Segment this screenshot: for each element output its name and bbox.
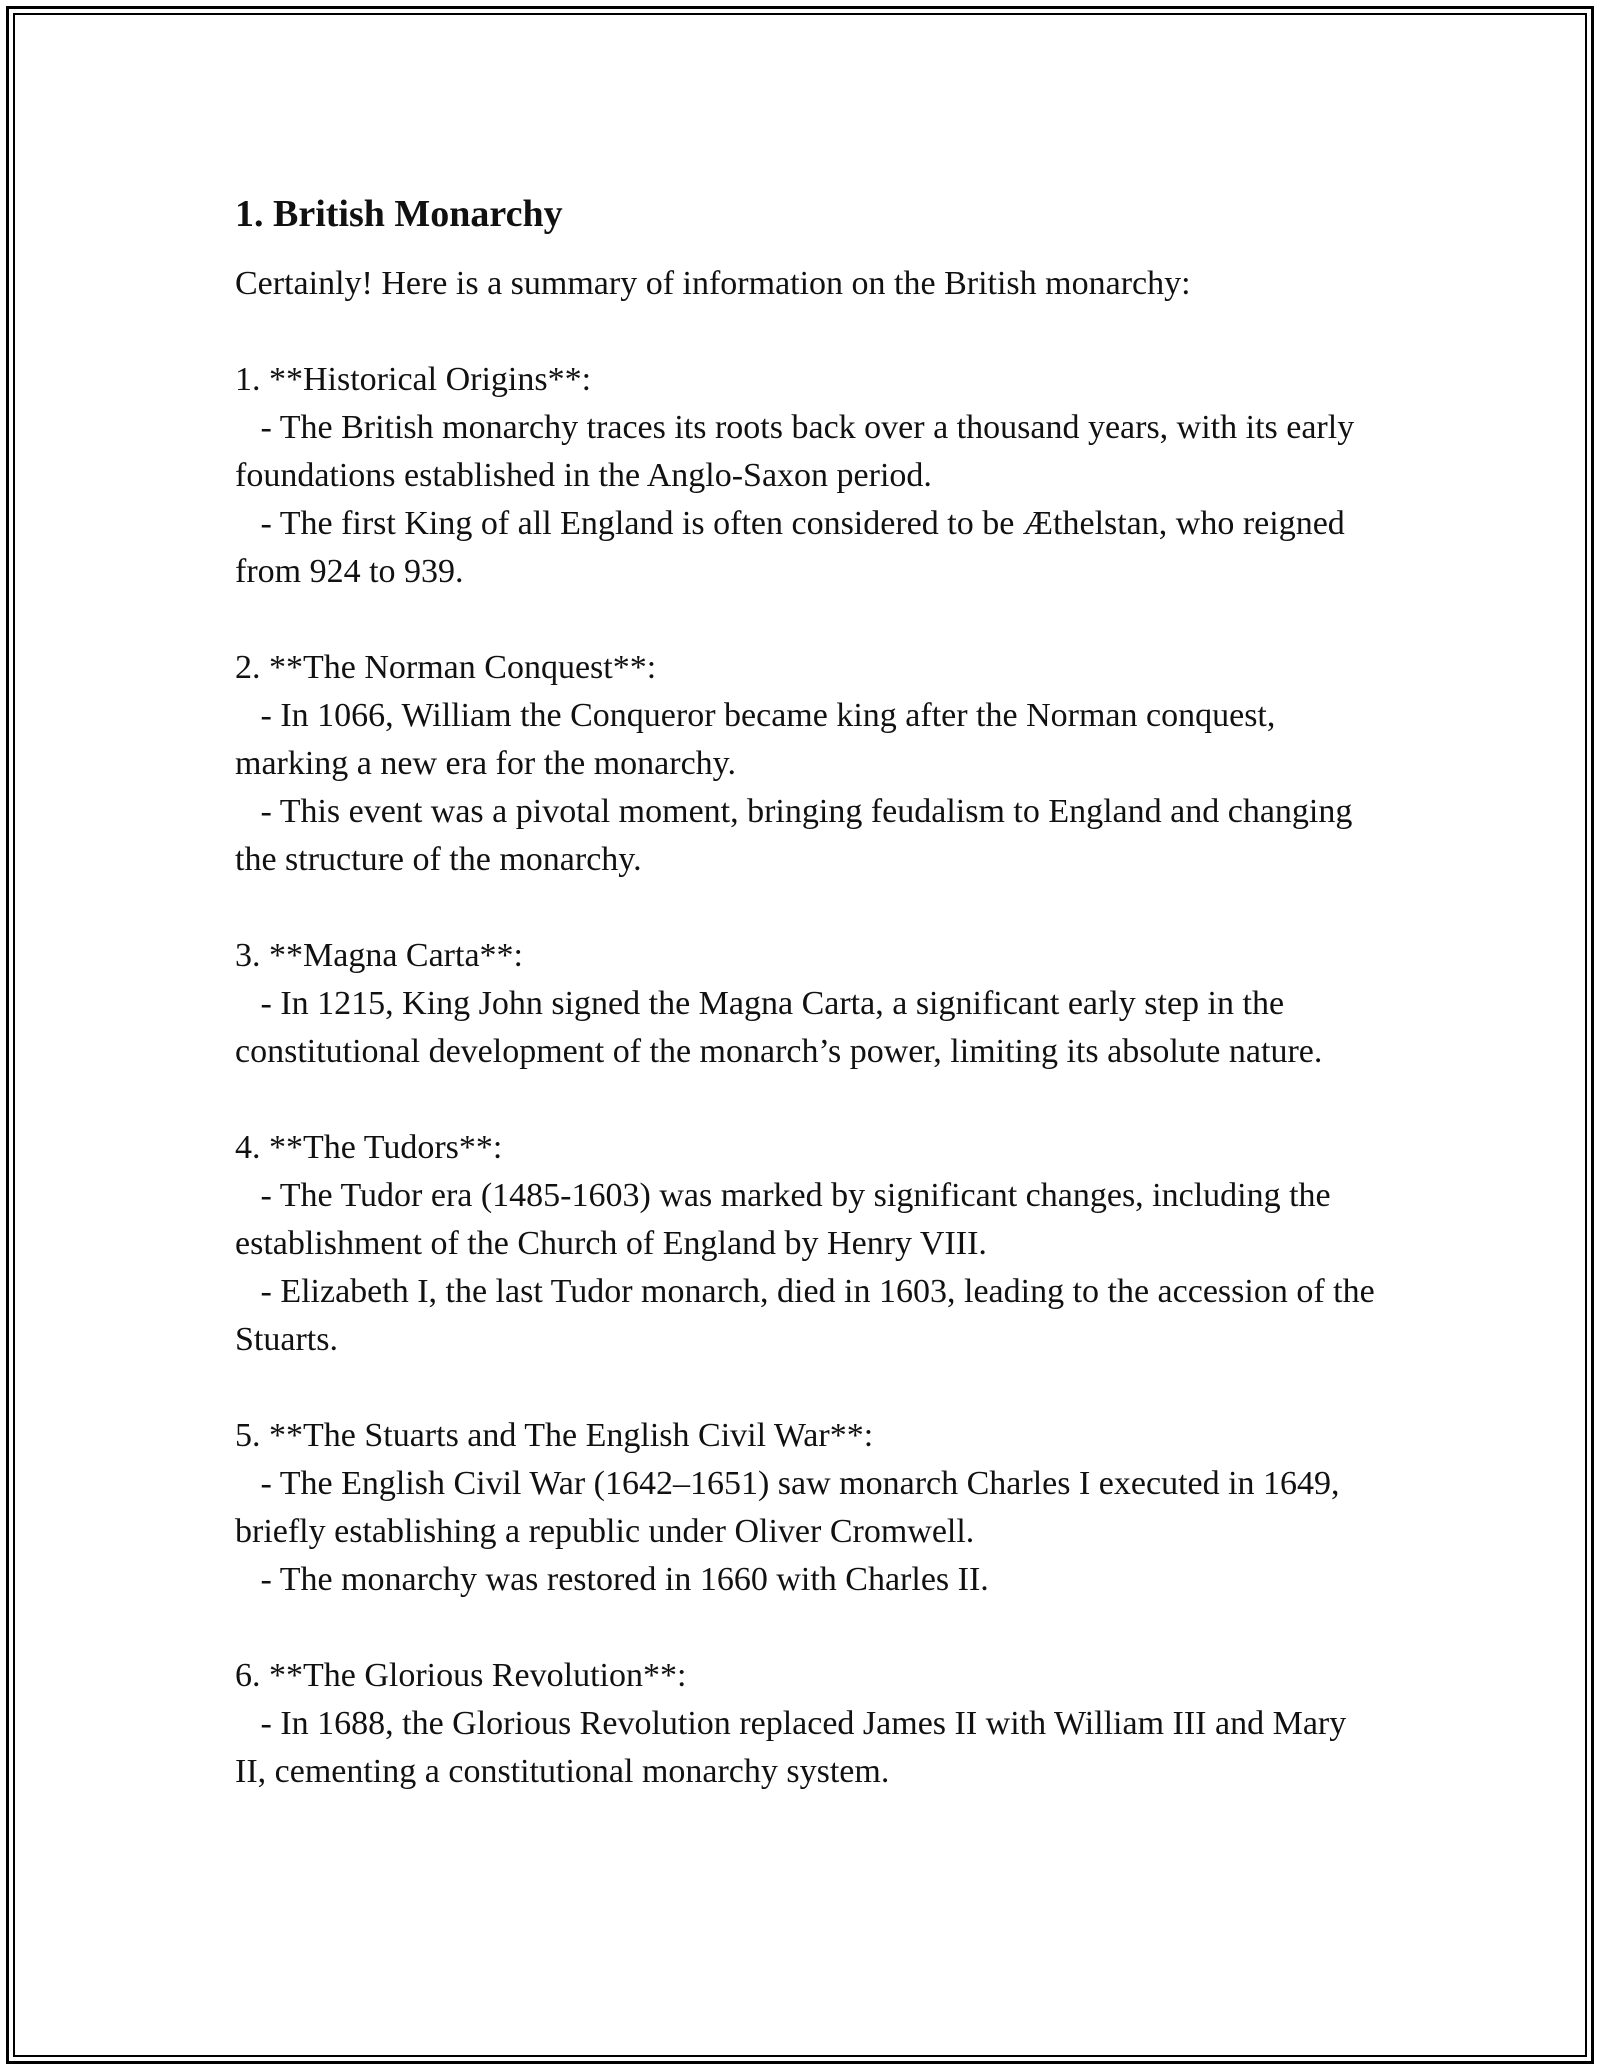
document-title: 1. British Monarchy: [235, 193, 563, 235]
section-heading: 3. **Magna Carta**:: [235, 937, 523, 974]
section-glorious-revolution: [235, 1652, 1375, 1796]
section-heading: 5. **The Stuarts and The English Civil War**:: [235, 1417, 874, 1454]
section-tudors: [235, 1124, 1384, 1364]
bullet-item: - The Tudor era (1485-1603) was marked by significant changes, including the establishment of the Church of England by Henry VIII.: [235, 1177, 1340, 1262]
section-heading: 2. **The Norman Conquest**:: [235, 649, 657, 686]
section-stuarts-civil-war: [235, 1412, 1375, 1604]
document-body: [235, 186, 1384, 1844]
section-historical-origins: [235, 356, 1375, 596]
bullet-item: - In 1066, William the Conqueror became king after the Norman conquest, marking a new era for the monarchy.: [235, 697, 1284, 782]
bullet-item: - The monarchy was restored in 1660 with Charles II.: [235, 1561, 989, 1598]
bullet-item: - This event was a pivotal moment, bringing feudalism to England and changing the structure of the monarchy.: [235, 793, 1361, 878]
bullet-item: - The English Civil War (1642–1651) saw monarch Charles I executed in 1649, briefly establishing a republic under Oliver Cromwell.: [235, 1465, 1349, 1550]
bullet-item: - The British monarchy traces its roots back over a thousand years, with its early foundations established in the Anglo-Saxon period.: [235, 409, 1363, 494]
section-heading: 4. **The Tudors**:: [235, 1129, 503, 1166]
section-heading: 1. **Historical Origins**:: [235, 361, 592, 398]
bullet-item: - Elizabeth I, the last Tudor monarch, died in 1603, leading to the accession of the Stuarts.: [235, 1273, 1384, 1358]
section-norman-conquest: [235, 644, 1375, 884]
bullet-item: - In 1215, King John signed the Magna Carta, a significant early step in the constitutional development of the monarch’s power, limiting its absolute nature.: [235, 985, 1323, 1070]
bullet-item: - The first King of all England is often considered to be Æthelstan, who reigned from 924 to 939.: [235, 505, 1354, 590]
intro-paragraph: Certainly! Here is a summary of information on the British monarchy:: [235, 265, 1191, 302]
bullet-item: - In 1688, the Glorious Revolution replaced James II with William III and Mary II, cementing a constitutional monarchy system.: [235, 1705, 1355, 1790]
section-heading: 6. **The Glorious Revolution**:: [235, 1657, 687, 1694]
section-magna-carta: [235, 932, 1375, 1076]
